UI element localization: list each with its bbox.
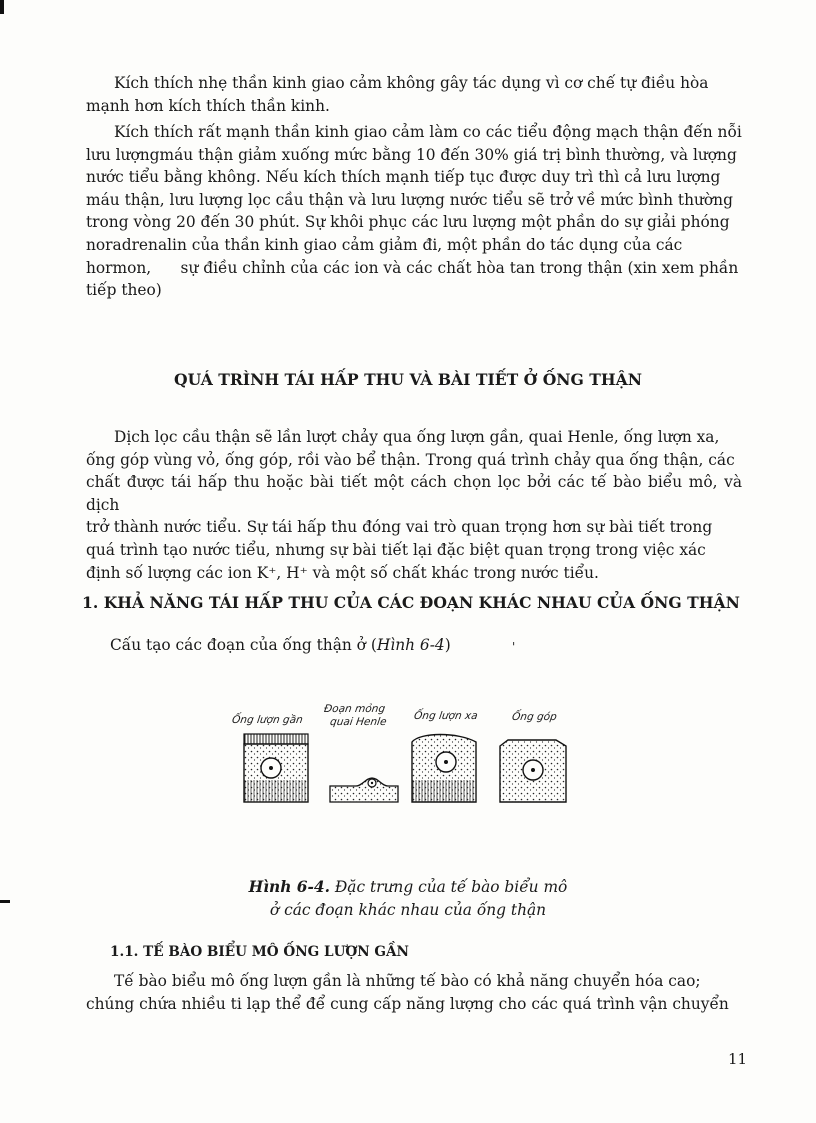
text-line [86, 449, 742, 472]
label-henle-thin: Đoạn mỏng [323, 703, 386, 715]
text-line-content: noradrenalin của thần kinh giao cảm giảm đi, một phần do tác dụng của các [86, 235, 683, 254]
text-line-content: nước tiểu bằng không. Nếu kích thích mạnh tiếp tục được duy trì thì cả lưu lượng [86, 168, 721, 187]
text-line-content: Kích thích nhẹ thần kinh giao cảm không gây tác dụng vì cơ chế tự điều hòa [114, 74, 709, 92]
text-line-content: trong vòng 20 đến 30 phút. Sự khôi phục các lưu lượng một phần do sự giải phóng [86, 213, 730, 232]
text-line [86, 426, 742, 449]
paragraph-2 [86, 121, 742, 302]
text-line-content: Tế bào biểu mô ống lượn gần là những tế bào có khả năng chuyển hóa cao; [114, 972, 701, 990]
figure-caption [0, 876, 816, 898]
intro-close: ) [444, 636, 451, 654]
caption-label: Hình 6-4. [248, 878, 330, 896]
text-line [86, 72, 742, 95]
distal-cell-drawing [412, 735, 476, 803]
section-heading: QUÁ TRÌNH TÁI HẤP THU VÀ BÀI TIẾT Ở ỐNG THẬN [174, 370, 642, 389]
text-line-content: chúng chứa nhiều ti lạp thể để cung cấp năng lượng cho các quá trình vận chuyển [86, 994, 729, 1013]
text-line [86, 144, 742, 167]
caption-line-1: Đặc trưng của tế bào biểu mô [329, 878, 568, 896]
text-line [86, 471, 742, 516]
text-line-content: quá trình tạo nước tiểu, nhưng sự bài tiết lại đặc biệt quan trọng trong việc xác [86, 540, 706, 559]
text-line-content: Dịch lọc cầu thận sẽ lần lượt chảy qua ống lượn gần, quai Henle, ống lượn xa, [114, 428, 720, 446]
text-line-content: trở thành nước tiểu. Sự tái hấp thu đóng vai trò quan trọng hơn sự bài tiết trong [86, 518, 713, 537]
text-line [86, 166, 742, 189]
henle-cell-drawing [330, 778, 398, 802]
text-line [86, 516, 742, 539]
text-line [86, 562, 742, 585]
paragraph-3 [86, 426, 742, 584]
proximal-cell-drawing [244, 734, 308, 802]
text-line-content: chất được tái hấp thu hoặc bài tiết một cách chọn lọc bởi các tế bào biểu mô, và dịch [86, 473, 742, 514]
text-line [86, 211, 742, 234]
text-line-content: ống góp vùng vỏ, ống góp, rồi vào bể thận. Trong quá trình chảy qua ống thận, các [86, 450, 735, 469]
text-line-content: hormon, sự điều chỉnh của các ion và các chất hòa tan trong thận (xin xem phần [86, 258, 739, 277]
text-line-content: tiếp theo) [86, 281, 162, 300]
text-line-content: máu thận, lưu lượng lọc cầu thận và lưu lượng nước tiểu sẽ trở về mức bình thường [86, 190, 733, 209]
intro-text: Cấu tạo các đoạn của ống thận ở ( [110, 636, 377, 654]
text-line [86, 95, 742, 118]
label-proximal-tubule: Ống lượn gần [231, 714, 304, 726]
corner-mark [0, 0, 4, 14]
figure-caption-line-2: ở các đoạn khác nhau của ống thận [269, 901, 547, 919]
text-line [86, 189, 742, 212]
subsubsection-heading: 1.1. TẾ BÀO BIỂU MÔ ỐNG LƯỢN GẦN [110, 944, 409, 960]
text-line [86, 121, 742, 144]
text-line [86, 539, 742, 562]
text-line-content: mạnh hơn kích thích thần kinh. [86, 96, 330, 115]
text-line-content: lưu lượngmáu thận giảm xuống mức bằng 10 đến 30% giá trị bình thường, và lượng [86, 145, 737, 164]
text-line-content: Kích thích rất mạnh thần kinh giao cảm làm co các tiểu động mạch thận đến nỗi [114, 123, 742, 141]
page-number: 11 [728, 1050, 748, 1068]
figure-intro [110, 636, 451, 654]
cell-drawings [226, 702, 606, 812]
paragraph-1 [86, 72, 742, 117]
text-line [86, 970, 742, 993]
text-line-content: định số lượng các ion K⁺, H⁺ và một số chất khác trong nước tiểu. [86, 563, 599, 582]
label-collecting-duct: Ống góp [511, 711, 558, 723]
text-line [86, 234, 742, 257]
collecting-cell-drawing [500, 740, 566, 802]
subsection-heading: 1. KHẢ NĂNG TÁI HẤP THU CỦA CÁC ĐOẠN KHÁC NHAU CỦA ỐNG THẬN [82, 593, 740, 612]
text-line [86, 279, 742, 302]
figure-reference: Hình 6-4 [376, 636, 445, 654]
paragraph-4 [86, 970, 742, 1015]
label-distal-tubule: Ống lượn xa [413, 710, 479, 722]
text-line [86, 257, 742, 280]
figure-6-4 [226, 702, 606, 812]
label-henle-loop: quai Henle [329, 716, 388, 728]
stray-mark: ' [512, 640, 516, 654]
text-line [86, 993, 742, 1016]
